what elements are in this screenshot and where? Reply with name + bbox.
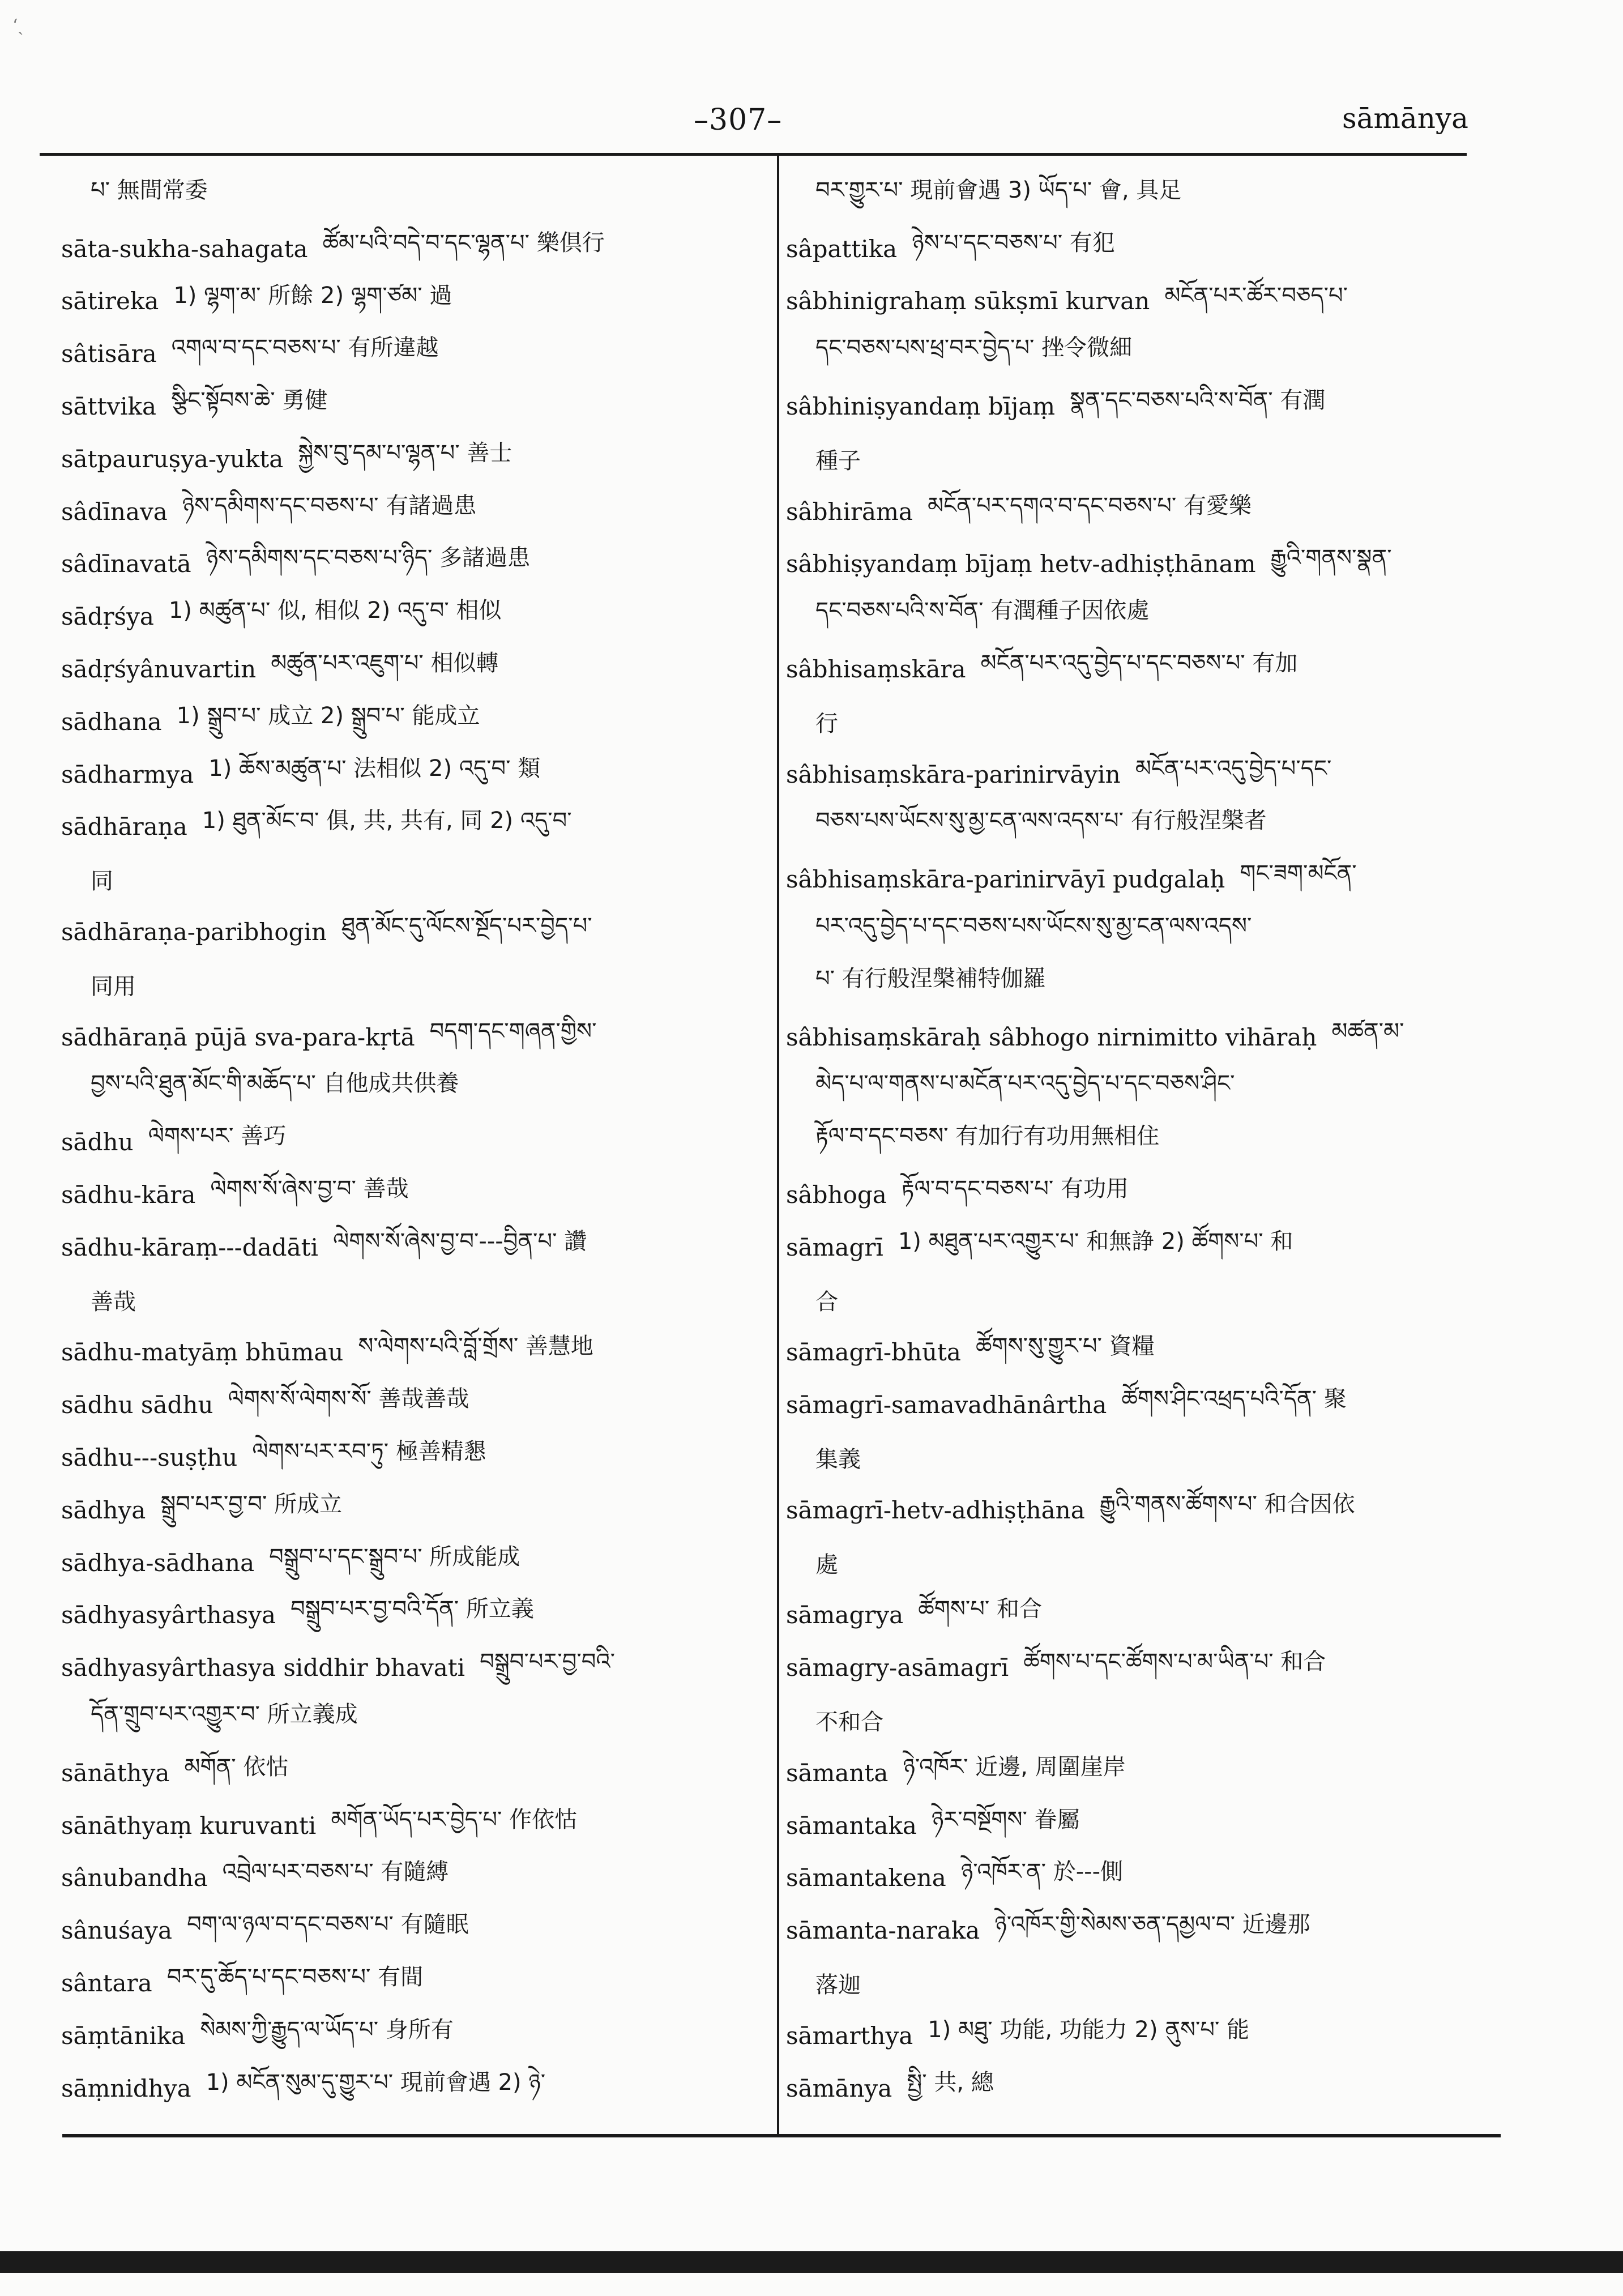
entry-continuation	[61, 170, 766, 223]
dictionary-entry	[786, 1168, 1494, 1221]
tibetan-chinese-gloss: རྒྱུའི་གནས་ཚོགས་པ་ 和合因依	[1099, 1491, 1355, 1517]
sanskrit-headword: sādhu-kāraṃ---dadāti	[61, 1233, 318, 1261]
sanskrit-headword: sādhāraṇa	[61, 813, 187, 841]
entry-continuation	[786, 327, 1494, 380]
dictionary-entry	[61, 380, 766, 433]
sanskrit-headword: sādhu	[61, 1128, 134, 1156]
sanskrit-headword: sāṃnidhya	[61, 2074, 191, 2102]
sanskrit-headword: sāṃtānika	[61, 2021, 186, 2050]
dictionary-entry	[786, 380, 1494, 433]
sanskrit-headword: sânuśaya	[61, 1917, 173, 1945]
tibetan-chinese-gloss: བསྒྲུབ་པ་དང་སྒྲུབ་པ་ 所成能成	[269, 1543, 520, 1570]
tibetan-chinese-gloss: 合	[815, 1288, 838, 1315]
sanskrit-headword: sātireka	[61, 287, 159, 315]
dictionary-entry	[786, 853, 1494, 906]
sanskrit-headword: sâbhirāma	[786, 497, 913, 526]
tibetan-chinese-gloss: མེད་པ་ལ་གནས་པ་མངོན་པར་འདུ་བྱེད་པ་དང་བཅས་ཤིང་	[815, 1070, 1235, 1097]
tibetan-chinese-gloss: ལེགས་སོ་ཞེས་བྱ་བ་ 善哉	[210, 1176, 409, 1202]
dictionary-entry	[786, 2009, 1494, 2062]
sanskrit-headword: sâbhoga	[786, 1181, 887, 1209]
bottom-rule	[62, 2134, 1501, 2137]
sanskrit-headword: sādhu-kāra	[61, 1181, 196, 1209]
dictionary-entry	[786, 1641, 1494, 1694]
sanskrit-headword: sādhu---suṣṭhu	[61, 1444, 238, 1472]
sanskrit-headword: sāmarthya	[786, 2021, 913, 2050]
tibetan-chinese-gloss: 處	[815, 1551, 838, 1578]
dictionary-entry	[61, 695, 766, 748]
dictionary-entry	[786, 538, 1494, 591]
sanskrit-headword: sâpattika	[786, 234, 898, 263]
tibetan-chinese-gloss: རྟོལ་བ་དང་བཅས་ 有加行有功用無相住	[815, 1123, 1160, 1150]
column-divider	[777, 156, 779, 2135]
tibetan-chinese-gloss: ཚོགས་པ་དང་ཚོགས་པ་མ་ཡིན་པ་ 和合	[1023, 1649, 1326, 1675]
tibetan-chinese-gloss: བསྒྲུབ་པར་བྱ་བའི་དོན་ 所立義	[290, 1596, 534, 1623]
tibetan-chinese-gloss: མགོན་ 依怙	[184, 1753, 289, 1780]
entry-continuation	[786, 1431, 1494, 1484]
tibetan-chinese-gloss: 善哉	[91, 1288, 136, 1315]
dictionary-entry	[61, 2062, 766, 2115]
left-column	[61, 170, 766, 2114]
tibetan-chinese-gloss: ལེགས་སོ་ལེགས་སོ་ 善哉善哉	[228, 1386, 469, 1412]
tibetan-chinese-gloss: ཚོམ་པའི་བདེ་བ་དང་ལྷན་པ་ 樂倶行	[322, 229, 605, 256]
tibetan-chinese-gloss: རྟོལ་བ་དང་བཅས་པ་ 有功用	[901, 1176, 1129, 1202]
dictionary-entry	[61, 2009, 766, 2062]
sanskrit-headword: sâbhisaṃskāraḥ sâbhogo nirnimitto vihāraḥ	[786, 1023, 1317, 1051]
tibetan-chinese-gloss: ལེགས་སོ་ཞེས་བྱ་བ་---བྱིན་པ་ 讚	[332, 1228, 587, 1254]
sanskrit-headword: sātpauruṣya-yukta	[61, 445, 284, 473]
tibetan-chinese-gloss: བར་གྱུར་པ་ 現前會遇 3) ཡོད་པ་ 會, 具足	[815, 177, 1182, 203]
tibetan-chinese-gloss: བདག་དང་གཞན་གྱིས་	[429, 1018, 597, 1044]
tibetan-chinese-gloss: 落迦	[815, 1971, 861, 1998]
dictionary-entry	[61, 1957, 766, 2009]
dictionary-entry	[61, 1431, 766, 1484]
sanskrit-headword: sāttvika	[61, 392, 156, 421]
sanskrit-headword: sâbhisaṃskāra-parinirvāyin	[786, 760, 1121, 788]
top-rule	[40, 153, 1467, 156]
entry-continuation	[786, 958, 1494, 1011]
tibetan-chinese-gloss: སྤྱི་ 共, 總	[907, 2069, 994, 2096]
tibetan-chinese-gloss: སྒྲུབ་པར་བྱ་བ་ 所成立	[160, 1491, 343, 1517]
tibetan-chinese-gloss: ཚོགས་སུ་གྱུར་པ་ 資糧	[975, 1333, 1155, 1360]
sanskrit-headword: sādhyasyârthasya	[61, 1601, 276, 1629]
sanskrit-headword: sādhu-matyāṃ bhūmau	[61, 1338, 344, 1367]
tibetan-chinese-gloss: ཉེ་འཁོར་ 近邊, 周圍崖岸	[903, 1753, 1126, 1780]
dictionary-entry	[61, 327, 766, 380]
dictionary-entry	[61, 1011, 766, 1064]
dictionary-entry	[61, 643, 766, 695]
sanskrit-headword: sādhāraṇā pūjā sva-para-kṛtā	[61, 1023, 415, 1051]
sanskrit-headword: sāmagrī	[786, 1233, 883, 1261]
tibetan-chinese-gloss: 1) ཐུན་མོང་བ་ 俱, 共, 共有, 同 2) འདུ་བ་	[202, 808, 572, 834]
sanskrit-headword: sânubandha	[61, 1864, 208, 1892]
tibetan-chinese-gloss: 不和合	[815, 1709, 883, 1735]
sanskrit-headword: sādhu sādhu	[61, 1391, 213, 1419]
dictionary-entry	[786, 748, 1494, 801]
tibetan-chinese-gloss: འབྲེལ་པར་བཅས་པ་ 有隨縛	[222, 1859, 449, 1885]
tibetan-chinese-gloss: ཉེས་དམིགས་དང་བཅས་པ་ཉིད་ 多諸過患	[206, 545, 531, 571]
tibetan-chinese-gloss: དང་བཅས་པའི་ས་བོན་ 有潤種子因依處	[815, 598, 1150, 624]
dictionary-entry	[61, 1747, 766, 1799]
tibetan-chinese-gloss: 1) མཐུན་པར་འགྱུར་པ་ 和無諍 2) ཚོགས་པ་ 和	[898, 1228, 1293, 1254]
tibetan-chinese-gloss: 同用	[91, 973, 136, 1000]
dictionary-entry	[786, 485, 1494, 538]
tibetan-chinese-gloss: སྣན་དང་བཅས་པའི་ས་བོན་ 有潤	[1070, 387, 1326, 414]
sanskrit-headword: sāmagrya	[786, 1601, 904, 1629]
tibetan-chinese-gloss: སེམས་ཀྱི་རྒྱུད་ལ་ཡོད་པ་ 身所有	[200, 2016, 454, 2043]
dictionary-entry	[61, 590, 766, 643]
sanskrit-headword: sâdīnava	[61, 497, 168, 526]
tibetan-chinese-gloss: ཉེས་དམིགས་དང་བཅས་པ་ 有諸過患	[182, 492, 477, 519]
tibetan-chinese-gloss: ཉེ་འཁོར་ན་ 於---側	[960, 1859, 1124, 1885]
tibetan-chinese-gloss: 同	[91, 868, 113, 895]
tibetan-chinese-gloss: 1) མཚུན་པ་ 似, 相似 2) འདུ་བ་ 相似	[168, 598, 502, 624]
tibetan-chinese-gloss: བག་ལ་ཉལ་བ་དང་བཅས་པ་ 有隨眠	[187, 1911, 469, 1938]
sanskrit-headword: sādhya	[61, 1496, 146, 1524]
dictionary-entry	[786, 1852, 1494, 1905]
sanskrit-headword: sāmantakena	[786, 1864, 946, 1892]
sanskrit-headword: sāmagry-asāmagrī	[786, 1654, 1009, 1682]
tibetan-chinese-gloss: དང་བཅས་པས་ཕྲ་བར་བྱེད་པ་ 挫令微細	[815, 335, 1133, 361]
dictionary-entry	[786, 1326, 1494, 1379]
dictionary-entry	[61, 1221, 766, 1274]
tibetan-chinese-gloss: 集義	[815, 1446, 861, 1473]
entry-continuation	[786, 433, 1494, 485]
dictionary-entry	[61, 485, 766, 538]
entry-continuation	[61, 1694, 766, 1747]
tibetan-chinese-gloss: མགོན་ཡོད་པར་བྱེད་པ་ 作依怙	[331, 1806, 578, 1833]
right-column	[786, 170, 1494, 2114]
sanskrit-headword: sântara	[61, 1969, 152, 1997]
dictionary-entry	[786, 1379, 1494, 1431]
tibetan-chinese-gloss: 1) ཆོས་མཚུན་པ་ 法相似 2) འདུ་བ་ 類	[208, 755, 541, 782]
dictionary-entry	[61, 748, 766, 801]
tibetan-chinese-gloss: བཅས་པས་ཡོངས་སུ་མྱ་ངན་ལས་འདས་པ་ 有行般涅槃者	[815, 808, 1267, 834]
tibetan-chinese-gloss: ཚོགས་ཤིང་འཕྲད་པའི་དོན་ 聚	[1121, 1386, 1347, 1412]
tibetan-chinese-gloss: སྐྱེས་བུ་དམ་པ་ལྷན་པ་ 善士	[298, 439, 512, 466]
sanskrit-headword: sâbhisaṃskāra	[786, 655, 966, 684]
sanskrit-headword: sâbhinigrahaṃ sūkṣmī kurvan	[786, 287, 1150, 315]
sanskrit-headword: sâdīnavatā	[61, 550, 191, 578]
dictionary-entry	[61, 1641, 766, 1694]
sanskrit-headword: sādṛśyânuvartin	[61, 655, 257, 684]
sanskrit-headword: sādharmya	[61, 760, 194, 788]
tibetan-chinese-gloss: མངོན་པར་འདུ་བྱེད་པ་དང་བཅས་པ་ 有加	[980, 650, 1298, 677]
tibetan-chinese-gloss: གང་ཟག་མངོན་	[1240, 860, 1357, 887]
dictionary-entry	[786, 1799, 1494, 1852]
tibetan-chinese-gloss: པ་ 無間常委	[91, 177, 208, 203]
tibetan-chinese-gloss: ཚོགས་པ་ 和合	[918, 1596, 1042, 1623]
tibetan-chinese-gloss: བར་དུ་ཆོད་པ་དང་བཅས་པ་ 有間	[166, 1964, 424, 1990]
sanskrit-headword: sāmanta	[786, 1759, 889, 1787]
tibetan-chinese-gloss: མཚན་མ་	[1331, 1018, 1404, 1044]
dictionary-entry	[786, 1221, 1494, 1274]
tibetan-chinese-gloss: པར་འདུ་བྱེད་པ་དང་བཅས་པས་ཡོངས་སུ་མྱ་ངན་ལས་འདས་	[815, 913, 1252, 940]
dictionary-entry	[61, 906, 766, 958]
dictionary-entry	[61, 275, 766, 328]
dictionary-entry	[786, 643, 1494, 695]
tibetan-chinese-gloss: ཉེ་འཁོར་གྱི་སེམས་ཅན་དམྱལ་བ་ 近邊那	[994, 1911, 1310, 1938]
sanskrit-headword: sāmagrī-bhūta	[786, 1338, 961, 1367]
entry-continuation	[786, 695, 1494, 748]
tibetan-chinese-gloss: 行	[815, 710, 838, 737]
sanskrit-headword: sādhana	[61, 707, 162, 736]
dictionary-entry	[61, 1326, 766, 1379]
tibetan-chinese-gloss: ལེགས་པར་རབ་ཏུ་ 極善精懇	[252, 1439, 486, 1465]
dictionary-entry	[61, 538, 766, 591]
entry-continuation	[786, 1957, 1494, 2009]
sanskrit-headword: sāmagrī-hetv-adhiṣṭhāna	[786, 1496, 1085, 1524]
entry-continuation	[786, 1064, 1494, 1116]
sanskrit-headword: sāmantaka	[786, 1811, 917, 1840]
sanskrit-headword: sādhyasyârthasya siddhir bhavati	[61, 1654, 465, 1682]
tibetan-chinese-gloss: བསྒྲུབ་པར་བྱ་བའི་	[480, 1649, 615, 1675]
dictionary-entry	[61, 1904, 766, 1957]
tibetan-chinese-gloss: 1) མངོན་སུམ་དུ་གྱུར་པ་ 現前會遇 2) ཉེ་	[206, 2069, 546, 2096]
entry-continuation	[786, 1694, 1494, 1747]
dictionary-entry	[786, 275, 1494, 328]
page-number: –307–	[694, 103, 783, 137]
sanskrit-headword: sādhya-sādhana	[61, 1548, 255, 1577]
sanskrit-headword: sāta-sukha-sahagata	[61, 234, 308, 263]
entry-continuation	[786, 801, 1494, 853]
dictionary-entry	[786, 223, 1494, 275]
tibetan-chinese-gloss: ཉེས་པ་དང་བཅས་པ་ 有犯	[912, 229, 1115, 256]
dictionary-entry	[61, 1116, 766, 1168]
entry-continuation	[61, 853, 766, 906]
sanskrit-headword: sâbhiṣyandaṃ bījaṃ hetv-adhiṣṭhānam	[786, 550, 1256, 578]
sanskrit-headword: sānāthyaṃ kuruvanti	[61, 1811, 317, 1840]
tibetan-chinese-gloss: པ་ 有行般涅槃補特伽羅	[815, 965, 1046, 992]
entry-continuation	[786, 170, 1494, 223]
tibetan-chinese-gloss: 1) ལྷག་མ་ 所餘 2) ལྷག་ཙམ་ 過	[173, 282, 452, 309]
dictionary-entry	[61, 1799, 766, 1852]
entry-continuation	[786, 1537, 1494, 1589]
dictionary-entry	[786, 1589, 1494, 1642]
tibetan-chinese-gloss: 種子	[815, 447, 861, 474]
entry-continuation	[61, 1274, 766, 1326]
tibetan-chinese-gloss: སྩིང་སྟོབས་ཆེ་ 勇健	[171, 387, 328, 414]
dictionary-entry	[61, 1852, 766, 1905]
running-head: sāmānya	[1342, 102, 1468, 135]
sanskrit-headword: sāmanta-naraka	[786, 1917, 980, 1945]
sanskrit-headword: sādhāraṇa-paribhogin	[61, 918, 327, 946]
dictionary-entry	[786, 2062, 1494, 2115]
tibetan-chinese-gloss: མངོན་པར་འདུ་བྱེད་པ་དང་	[1135, 755, 1332, 782]
entry-continuation	[786, 1274, 1494, 1326]
entry-continuation	[61, 958, 766, 1011]
sanskrit-headword: sâtisāra	[61, 340, 157, 368]
tibetan-chinese-gloss: མངོན་པར་ཚོར་བཅད་པ་	[1164, 282, 1348, 309]
tibetan-chinese-gloss: 1) མཐུ་ 功能, 功能力 2) ནུས་པ་ 能	[928, 2016, 1250, 2043]
tibetan-chinese-gloss: འགལ་བ་དང་བཅས་པ་ 有所違越	[171, 335, 439, 361]
dictionary-entry	[61, 1168, 766, 1221]
sanskrit-headword: sâbhisaṃskāra-parinirvāyī pudgalaḥ	[786, 865, 1225, 894]
dictionary-entry	[61, 801, 766, 853]
dictionary-entry	[786, 1904, 1494, 1957]
tibetan-chinese-gloss: བྱས་པའི་ཐུན་མོང་གི་མཆོད་པ་ 自他成共供養	[91, 1070, 459, 1097]
sanskrit-headword: sānāthya	[61, 1759, 170, 1787]
entry-continuation	[786, 1116, 1494, 1168]
dictionary-entry	[61, 1589, 766, 1642]
entry-continuation	[786, 906, 1494, 958]
dictionary-entry	[61, 223, 766, 275]
tibetan-chinese-gloss: ཉེར་བསྔོགས་ 眷屬	[931, 1806, 1080, 1833]
scan-edge-band	[0, 2251, 1623, 2273]
dictionary-entry	[61, 1537, 766, 1589]
sanskrit-headword: sâbhiniṣyandaṃ bījaṃ	[786, 392, 1056, 421]
tibetan-chinese-gloss: རྒྱུའི་གནས་སྣན་	[1270, 545, 1392, 571]
tibetan-chinese-gloss: དོན་གྲུབ་པར་འགྱུར་བ་ 所立義成	[91, 1701, 358, 1728]
entry-continuation	[786, 590, 1494, 643]
entry-continuation	[61, 1064, 766, 1116]
dictionary-entry	[786, 1484, 1494, 1537]
corner-mark: ‘ˎ	[12, 16, 24, 36]
tibetan-chinese-gloss: ཐུན་མོང་དུ་ལོངས་སྔོད་པར་བྱེད་པ་	[341, 913, 592, 940]
tibetan-chinese-gloss: ལེགས་པར་ 善巧	[148, 1123, 287, 1150]
dictionary-entry	[786, 1747, 1494, 1799]
sanskrit-headword: sāmagrī-samavadhānârtha	[786, 1391, 1107, 1419]
dictionary-entry	[61, 433, 766, 485]
dictionary-entry	[61, 1484, 766, 1537]
dictionary-entry	[786, 1011, 1494, 1064]
tibetan-chinese-gloss: མངོན་པར་དགའ་བ་དང་བཅས་པ་ 有愛樂	[927, 492, 1252, 519]
tibetan-chinese-gloss: 1) སྒྲུབ་པ་ 成立 2) སྒྲུབ་པ་ 能成立	[176, 702, 480, 729]
sanskrit-headword: sāmānya	[786, 2074, 892, 2102]
tibetan-chinese-gloss: ས་ལེགས་པའི་བློ་གྲོས་ 善慧地	[358, 1333, 593, 1360]
dictionary-entry	[61, 1379, 766, 1431]
tibetan-chinese-gloss: མཚུན་པར་འཇུག་པ་ 相似轉	[271, 650, 499, 677]
sanskrit-headword: sādṛśya	[61, 603, 154, 631]
